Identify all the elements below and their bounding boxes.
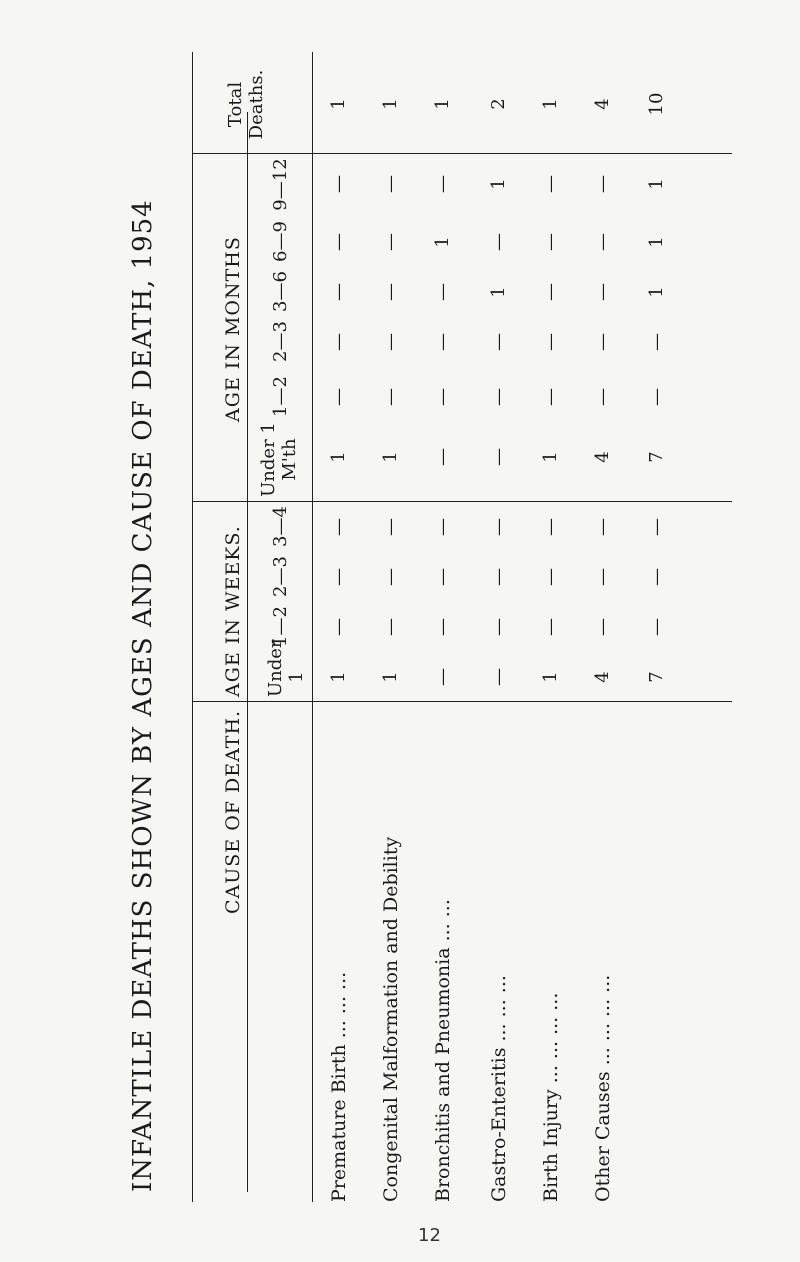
cell: —: [592, 233, 613, 251]
total-cell: 2: [488, 98, 509, 110]
cell: —: [540, 233, 561, 251]
cell: —: [646, 518, 667, 536]
cell: 1: [380, 671, 401, 683]
cell: —: [380, 333, 401, 351]
cell: —: [540, 618, 561, 636]
cell: 1: [328, 671, 349, 683]
weeks-col-2-3: 2—3: [270, 556, 291, 597]
cell: —: [488, 668, 509, 686]
cell: —: [432, 618, 453, 636]
cell: —: [592, 568, 613, 586]
cell: —: [432, 518, 453, 536]
months-col-3-6: 3—6: [270, 271, 291, 312]
cell: 4: [592, 671, 613, 683]
weeks-col-3-4: 3—4: [270, 506, 291, 547]
cell: 1: [488, 286, 509, 298]
cell: 7: [646, 671, 667, 683]
cell: —: [646, 568, 667, 586]
cell: —: [380, 568, 401, 586]
page-number: 12: [418, 1225, 441, 1246]
cell: —: [646, 333, 667, 351]
weeks-col-under-1: Under 1: [265, 639, 307, 697]
total-cell: 1: [432, 98, 453, 110]
cause-other: Other Causes ... ... ... ...: [592, 974, 614, 1202]
table-top-rule: [192, 52, 193, 1202]
cell: —: [328, 618, 349, 636]
col-rule-weeks-months: [192, 501, 732, 502]
cell: —: [328, 175, 349, 193]
cell: 4: [592, 451, 613, 463]
cell: —: [328, 283, 349, 301]
months-col-9-12: 9—12: [270, 158, 291, 211]
cell: —: [592, 388, 613, 406]
cell: 1: [432, 236, 453, 248]
total-cell: 4: [592, 98, 613, 110]
cell: —: [328, 233, 349, 251]
months-col-under-1: Under 1 M'th: [258, 422, 300, 497]
cell: 1: [540, 451, 561, 463]
total-cell: 1: [380, 98, 401, 110]
age-weeks-header: AGE IN WEEKS.: [222, 525, 244, 697]
cell: —: [488, 448, 509, 466]
total-cell: 1: [540, 98, 561, 110]
header-rule: [312, 52, 313, 1202]
cell: —: [432, 388, 453, 406]
cell: —: [380, 618, 401, 636]
cell: —: [540, 568, 561, 586]
cell: —: [328, 388, 349, 406]
cell: —: [328, 568, 349, 586]
cause-gastro-enteritis: Gastro-Enteritis ... ... ...: [488, 975, 510, 1202]
months-col-2-3: 2—3: [270, 321, 291, 362]
cell: —: [380, 175, 401, 193]
subheader-rule: [247, 112, 248, 1192]
cell: —: [432, 568, 453, 586]
cell: —: [380, 388, 401, 406]
page-title: INFANTILE DEATHS SHOWN BY AGES AND CAUSE OF DEATH, 1954: [128, 199, 158, 1192]
col-rule-total: [192, 153, 732, 154]
cell: 1: [380, 451, 401, 463]
cell: 7: [646, 451, 667, 463]
cell: —: [432, 283, 453, 301]
cell: —: [488, 233, 509, 251]
cell: —: [592, 618, 613, 636]
age-months-header: AGE IN MONTHS: [222, 236, 244, 422]
cell: —: [432, 333, 453, 351]
cell: —: [328, 333, 349, 351]
cell: —: [540, 518, 561, 536]
cell: 1: [646, 178, 667, 190]
cell: —: [540, 388, 561, 406]
total-cell: 1: [328, 98, 349, 110]
cell: 1: [488, 178, 509, 190]
cell: —: [488, 518, 509, 536]
cell: —: [432, 668, 453, 686]
cell: —: [488, 333, 509, 351]
cell: —: [432, 175, 453, 193]
cell: 1: [646, 236, 667, 248]
cell: —: [592, 333, 613, 351]
cell: —: [380, 283, 401, 301]
months-col-6-9: 6—9: [270, 221, 291, 262]
cause-birth-injury: Birth Injury ... ... ... ...: [540, 992, 562, 1202]
cell: —: [488, 618, 509, 636]
cell: —: [540, 175, 561, 193]
cause-bronchitis: Bronchitis and Pneumonia ... ...: [432, 899, 454, 1202]
cell: —: [432, 448, 453, 466]
months-col-1-2: 1—2: [270, 376, 291, 417]
cause-premature-birth: Premature Birth ... ... ...: [328, 971, 350, 1202]
cell: —: [488, 388, 509, 406]
total-cell: 10: [646, 92, 667, 116]
cause-header: CAUSE OF DEATH.: [222, 709, 244, 914]
col-rule-cause: [192, 701, 732, 702]
cell: —: [488, 568, 509, 586]
cell: —: [540, 283, 561, 301]
cell: —: [646, 618, 667, 636]
cell: —: [646, 388, 667, 406]
cell: —: [540, 333, 561, 351]
cell: —: [592, 175, 613, 193]
total-header: Total Deaths.: [225, 69, 267, 140]
weeks-col-1-2: 1—2: [270, 606, 291, 647]
cell: —: [592, 518, 613, 536]
cell: —: [592, 283, 613, 301]
cell: 1: [328, 451, 349, 463]
cell: —: [380, 518, 401, 536]
cause-congenital: Congenital Malformation and Debility: [380, 836, 402, 1202]
cell: 1: [540, 671, 561, 683]
cell: —: [380, 233, 401, 251]
cell: 1: [646, 286, 667, 298]
cell: —: [328, 518, 349, 536]
